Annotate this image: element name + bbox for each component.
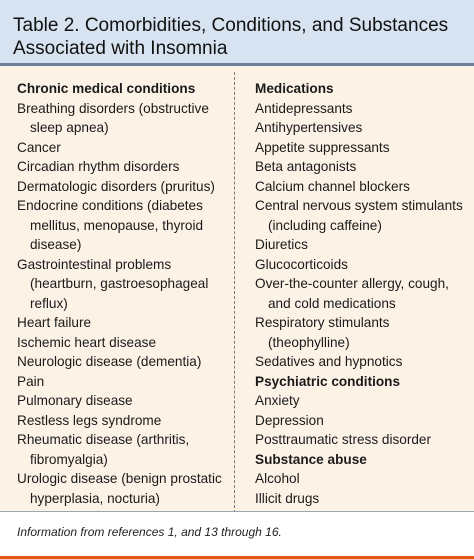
list-item: Heart failure bbox=[17, 315, 92, 330]
source-note: Information from references 1, and 13 through 16. bbox=[17, 525, 282, 539]
list-item: Endocrine conditions (diabetes mellitus, menopause, thyroid disease) bbox=[17, 198, 204, 252]
list-item: Gastrointestinal problems (heartburn, gastroesophageal reflux) bbox=[17, 256, 209, 311]
list-item: Rheumatic disease (arthritis, fibromyalgia) bbox=[17, 432, 190, 467]
section-heading-chronic-medical-conditions: Chronic medical conditions bbox=[17, 81, 196, 96]
left-column bbox=[17, 79, 227, 508]
list-item: Restless legs syndrome bbox=[17, 412, 162, 428]
right-column bbox=[255, 79, 470, 528]
list-item: Circadian rhythm disorders bbox=[17, 159, 180, 174]
list-item: Anxiety bbox=[255, 393, 300, 408]
list-item: Dermatologic disorders (pruritus) bbox=[17, 178, 215, 194]
list-item: Urologic disease (benign prostatic hyperplasia, nocturia) bbox=[17, 471, 222, 506]
list-item: Breathing disorders (obstructive sleep apnea) bbox=[17, 100, 209, 135]
list-item: Appetite suppressants bbox=[255, 139, 390, 155]
list-item: Ischemic heart disease bbox=[17, 334, 157, 350]
list-item: Diuretics bbox=[255, 237, 308, 252]
list-item: Depression bbox=[255, 412, 324, 428]
section-heading-psychiatric-conditions: Psychiatric conditions bbox=[255, 373, 401, 389]
table-footer bbox=[0, 511, 474, 559]
list-item: Central nervous system stimulants (including caffeine) bbox=[255, 198, 463, 233]
section-heading-substance-abuse: Substance abuse bbox=[255, 451, 367, 467]
list-item: Illicit drugs bbox=[255, 490, 320, 506]
list-item: Antidepressants bbox=[255, 100, 353, 116]
list-item: Posttraumatic stress disorder bbox=[255, 432, 432, 447]
table-header bbox=[0, 0, 474, 66]
list-item: Neurologic disease (dementia) bbox=[17, 354, 202, 369]
list-item: Antihypertensives bbox=[255, 120, 363, 135]
list-item: Cancer bbox=[17, 139, 61, 155]
list-item: Glucocorticoids bbox=[255, 256, 348, 272]
table-title: Table 2. Comorbidities, Conditions, and Substances Associated with Insomnia bbox=[13, 15, 449, 59]
list-item: Over-the-counter allergy, cough, and cold medications bbox=[255, 276, 449, 311]
list-item: Pain bbox=[17, 373, 45, 389]
list-item: Beta antagonists bbox=[255, 159, 357, 174]
list-item: Alcohol bbox=[255, 471, 300, 486]
list-item: Respiratory stimulants (theophylline) bbox=[255, 315, 390, 350]
list-item: Sedatives and hypnotics bbox=[255, 354, 403, 369]
section-heading-medications: Medications bbox=[255, 81, 334, 96]
column-divider bbox=[234, 72, 235, 518]
list-item: Pulmonary disease bbox=[17, 393, 133, 408]
list-item: Calcium channel blockers bbox=[255, 178, 410, 194]
